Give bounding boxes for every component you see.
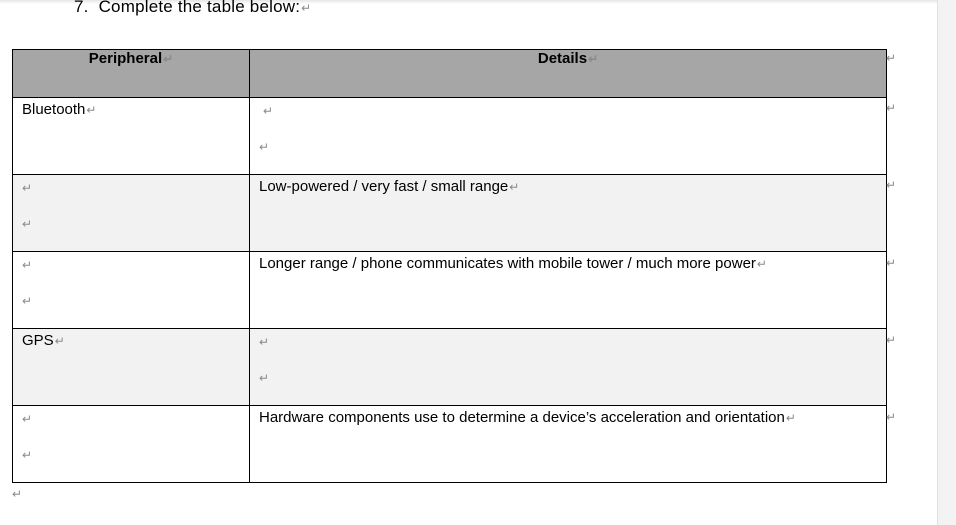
end-of-row-mark: ↵ [886, 256, 897, 270]
paragraph-mark: ↵ [588, 52, 599, 66]
window-scroll-gutter[interactable] [937, 0, 956, 525]
details-cell[interactable] [250, 98, 887, 175]
header-details[interactable] [250, 50, 887, 98]
peripheral-cell[interactable] [13, 98, 250, 175]
paragraph-mark: ↵ [301, 1, 312, 15]
peripheral-value: GPS [22, 332, 54, 349]
paragraph-mark: ↵ [12, 487, 23, 501]
table-header-row [13, 50, 887, 98]
paragraph-mark: ↵ [22, 181, 33, 195]
end-of-row-mark: ↵ [886, 178, 897, 192]
table-row [13, 175, 887, 252]
peripheral-cell[interactable] [13, 252, 250, 329]
details-cell[interactable] [250, 252, 887, 329]
peripheral-value: Bluetooth [22, 101, 86, 118]
header-peripheral[interactable] [13, 50, 250, 98]
paragraph-mark: ↵ [785, 411, 796, 425]
peripheral-text [22, 101, 96, 118]
end-of-row-mark: ↵ [886, 51, 897, 65]
header-details-label: Details [537, 50, 588, 67]
details-value: Longer range / phone communicates with mobile tower / much more power [259, 255, 756, 272]
table-row [13, 329, 887, 406]
end-of-row-mark: ↵ [886, 410, 897, 424]
paragraph-mark: ↵ [163, 52, 174, 66]
paragraph-mark: ↵ [22, 217, 33, 231]
peripheral-text [22, 332, 65, 349]
paragraph-mark: ↵ [86, 103, 97, 117]
peripheral-cell[interactable] [13, 175, 250, 252]
details-text [259, 409, 796, 426]
details-cell[interactable] [250, 175, 887, 252]
table-row [13, 406, 887, 483]
details-value: Low-powered / very fast / small range [259, 178, 509, 195]
paragraph-mark: ↵ [259, 335, 270, 349]
paragraph-mark: ↵ [22, 412, 33, 426]
paragraph-mark: ↵ [756, 257, 767, 271]
question-number: 7. [74, 0, 89, 16]
question-text: Complete the table below: [98, 0, 301, 16]
paragraph-mark: ↵ [54, 334, 65, 348]
details-text [259, 178, 519, 195]
peripheral-table [12, 49, 887, 483]
table-row [13, 98, 887, 175]
paragraph-mark: ↵ [263, 104, 274, 118]
end-of-row-mark: ↵ [886, 101, 897, 115]
end-of-row-mark: ↵ [886, 333, 897, 347]
paragraph-mark: ↵ [22, 294, 33, 308]
paragraph-mark: ↵ [259, 371, 270, 385]
paragraph-mark: ↵ [22, 258, 33, 272]
header-peripheral-label: Peripheral [88, 50, 163, 67]
details-cell[interactable] [250, 329, 887, 406]
details-cell[interactable] [250, 406, 887, 483]
paragraph-mark: ↵ [509, 180, 520, 194]
paragraph-mark: ↵ [22, 448, 33, 462]
question-7 [74, 0, 311, 17]
peripheral-cell[interactable] [13, 329, 250, 406]
details-text [259, 255, 767, 272]
paragraph-mark: ↵ [259, 140, 270, 154]
details-value: Hardware components use to determine a device’s acceleration and orientation [259, 409, 785, 426]
peripheral-cell[interactable] [13, 406, 250, 483]
table-row [13, 252, 887, 329]
